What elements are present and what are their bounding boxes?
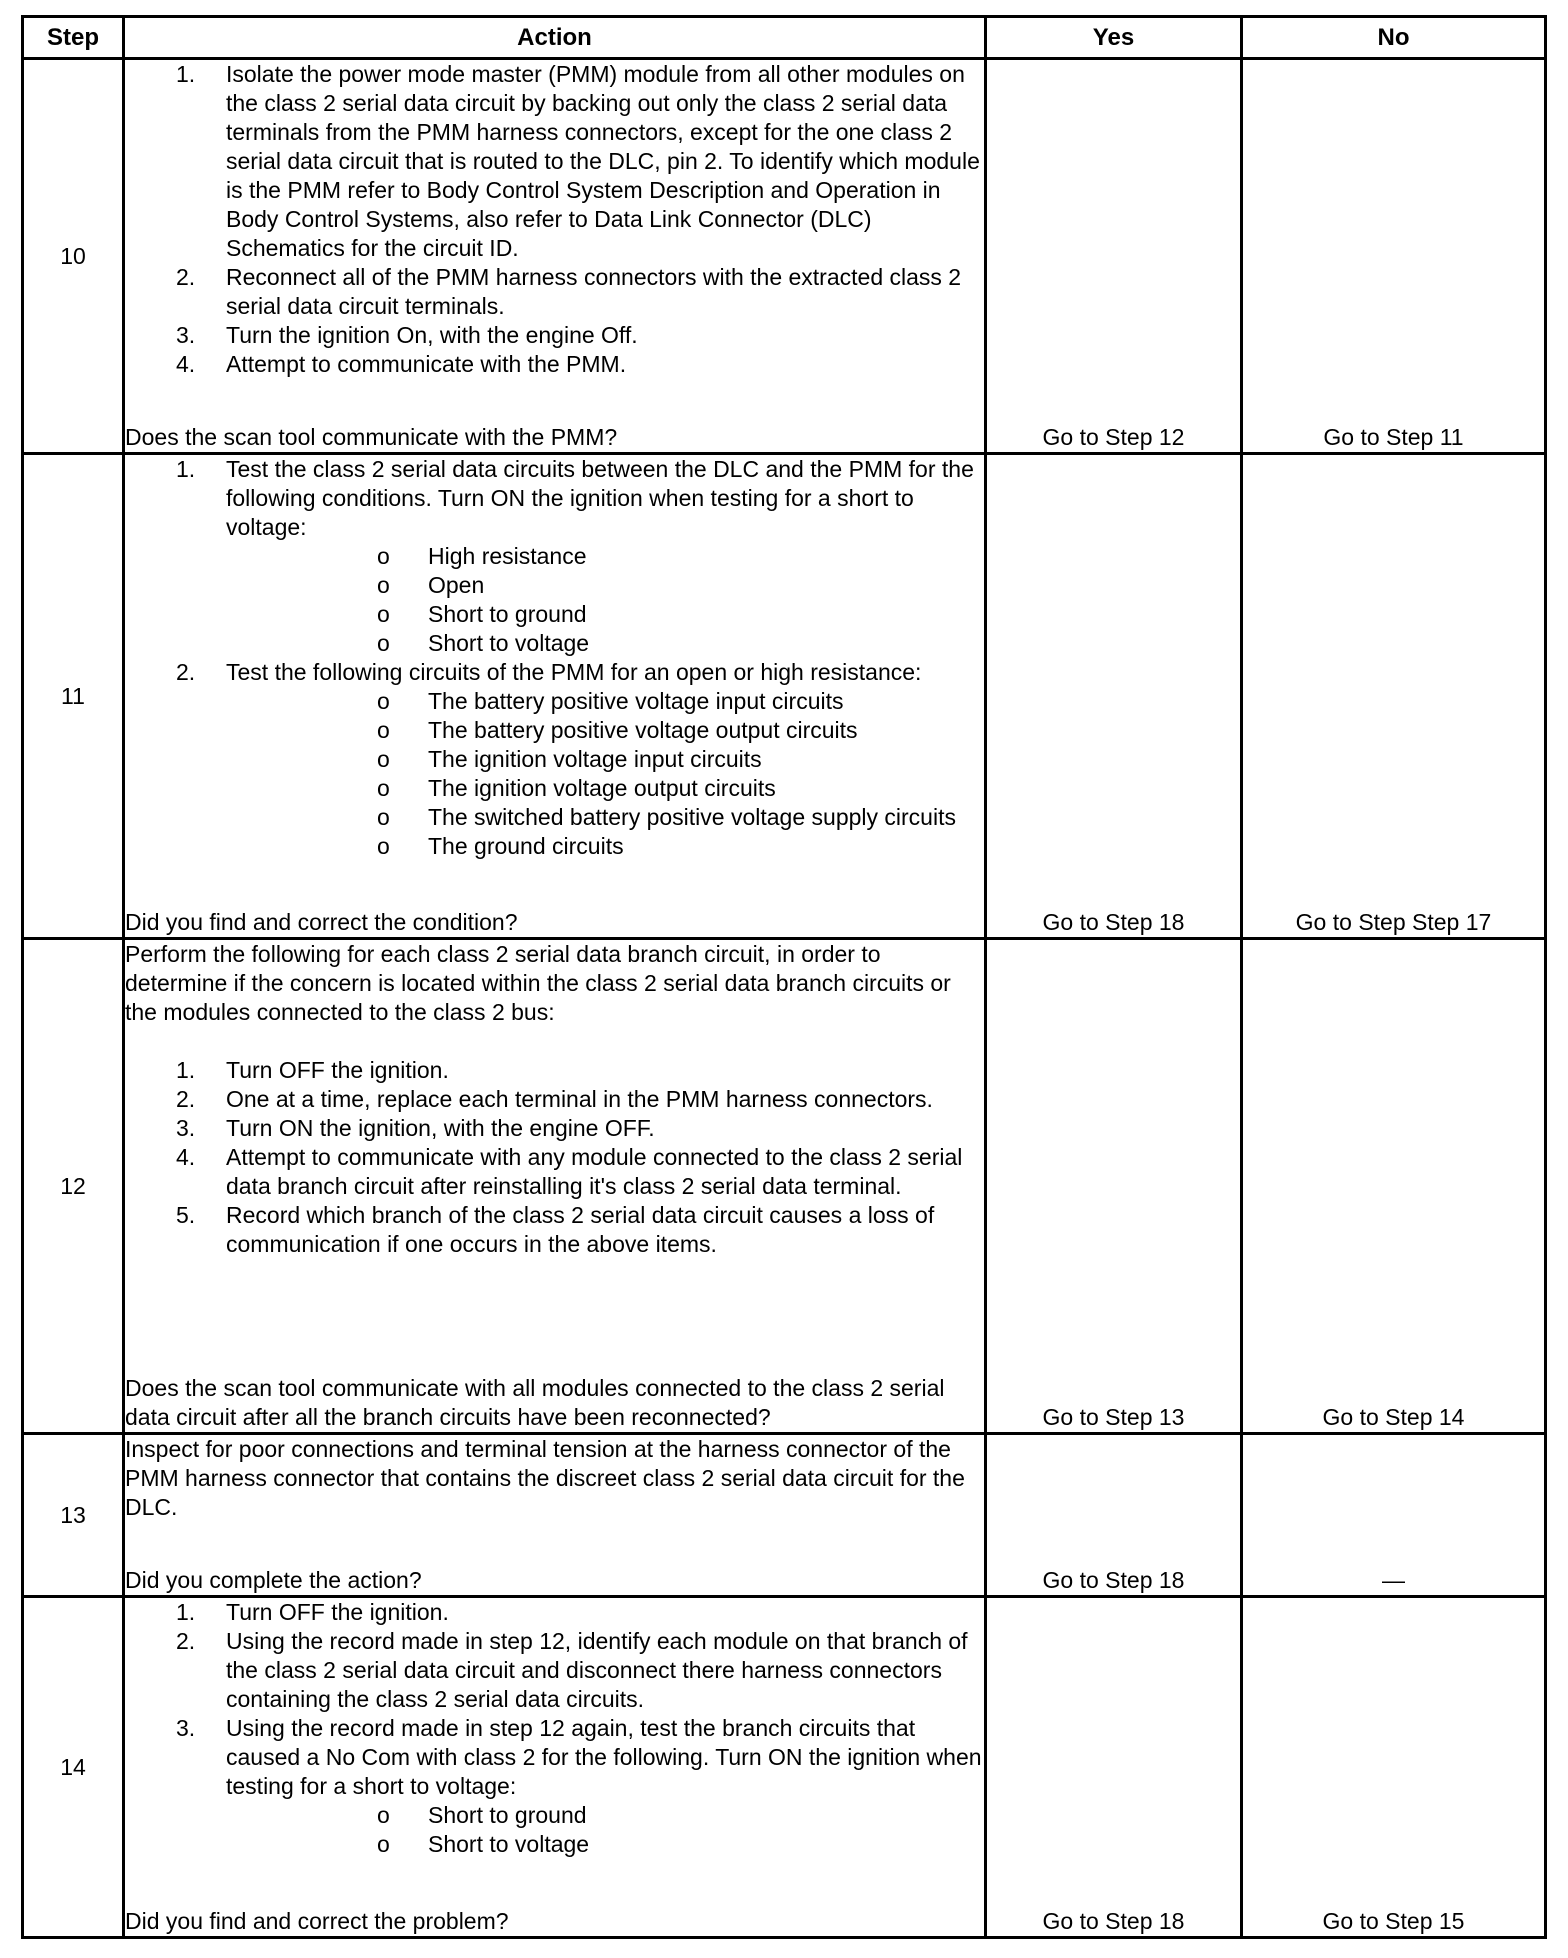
table-row	[23, 1434, 1546, 1597]
header-no: No	[1242, 17, 1546, 59]
bullet-icon: o	[377, 1831, 390, 1857]
header-action: Action	[124, 17, 986, 59]
sub-list	[226, 687, 984, 861]
item-text: Turn ON the ignition, with the engine OFF.	[226, 1115, 655, 1141]
header-row	[23, 17, 1546, 59]
question-text: Did you complete the action?	[125, 1567, 422, 1593]
bullet-icon: o	[377, 688, 390, 714]
list-item	[125, 658, 984, 861]
item-number: 2.	[176, 659, 196, 685]
item-text: Turn OFF the ignition.	[226, 1057, 449, 1083]
yes-result: Go to Step 12	[986, 59, 1242, 454]
sub-item	[226, 716, 984, 745]
intro-text: Inspect for poor connections and terminal tension at the harness connector of the PMM harness connector that contains the discreet class 2 serial data circuit for the DLC.	[125, 1436, 965, 1520]
item-number: 1.	[176, 61, 196, 87]
item-number: 3.	[176, 1115, 196, 1141]
table-row	[23, 59, 1546, 454]
step-number: 11	[23, 454, 124, 939]
bullet-icon: o	[377, 1802, 390, 1828]
sub-item-text: The ground circuits	[428, 833, 624, 859]
sub-item-text: Short to voltage	[428, 630, 590, 656]
action-cell	[124, 939, 986, 1434]
list-item	[125, 60, 984, 263]
bullet-icon: o	[377, 601, 390, 627]
sub-item	[226, 687, 984, 716]
item-number: 1.	[176, 1599, 196, 1625]
item-text: Attempt to communicate with the PMM.	[226, 351, 627, 377]
item-text: Turn the ignition On, with the engine Off.	[226, 322, 638, 348]
item-number: 2.	[176, 1086, 196, 1112]
list-item	[125, 1114, 984, 1143]
step-number: 12	[23, 939, 124, 1434]
sub-item	[226, 1801, 984, 1830]
sub-item	[226, 832, 984, 861]
sub-item	[226, 745, 984, 774]
item-text: Reconnect all of the PMM harness connectors with the extracted class 2 serial data circuit terminals.	[226, 264, 962, 319]
sub-item-text: The switched battery positive voltage supply circuits	[428, 804, 956, 830]
bullet-icon: o	[377, 804, 390, 830]
step-number: 10	[23, 59, 124, 454]
header-yes: Yes	[986, 17, 1242, 59]
table-row	[23, 1597, 1546, 1938]
sub-list	[226, 1801, 984, 1859]
sub-item-text: High resistance	[428, 543, 587, 569]
sub-item-text: The ignition voltage output circuits	[428, 775, 776, 801]
sub-item-text: Short to ground	[428, 1802, 587, 1828]
list-item	[125, 1598, 984, 1627]
item-number: 4.	[176, 1144, 196, 1170]
no-result: —	[1242, 1434, 1546, 1597]
step-number: 13	[23, 1434, 124, 1597]
yes-result: Go to Step 13	[986, 939, 1242, 1434]
table-row	[23, 454, 1546, 939]
sub-item	[226, 1830, 984, 1859]
no-result: Go to Step 15	[1242, 1597, 1546, 1938]
bullet-icon: o	[377, 833, 390, 859]
yes-result: Go to Step 18	[986, 1597, 1242, 1938]
item-text: Record which branch of the class 2 serial data circuit causes a loss of communication if one occurs in the above items.	[226, 1202, 935, 1257]
list-item	[125, 321, 984, 350]
item-text: Turn OFF the ignition.	[226, 1599, 449, 1625]
sub-item	[226, 571, 984, 600]
sub-item-text: The battery positive voltage input circuits	[428, 688, 844, 714]
table-row	[23, 939, 1546, 1434]
item-number: 5.	[176, 1202, 196, 1228]
item-number: 1.	[176, 1057, 196, 1083]
item-number: 2.	[176, 1628, 196, 1654]
diagnostic-table	[21, 15, 1547, 1939]
item-text: Isolate the power mode master (PMM) module from all other modules on the class 2 serial data circuit by backing out only the class 2 serial data terminals from the PMM harness connectors, except for the one class 2 serial data circuit that is routed to the DLC, pin 2. To identify which module is the PMM refer to Body Control System Description and Operation in Body Control Systems, also refer to Data Link Connector (DLC) Schematics for the circuit ID.	[226, 61, 980, 261]
sub-item	[226, 803, 984, 832]
item-text: Using the record made in step 12, identify each module on that branch of the class 2 serial data circuit and disconnect there harness connectors containing the class 2 serial data circuits.	[226, 1628, 968, 1712]
diagnostic-page	[21, 15, 1544, 1939]
item-text: Test the following circuits of the PMM for an open or high resistance:	[226, 659, 922, 685]
list-item	[125, 455, 984, 658]
sub-item-text: Short to voltage	[428, 1831, 590, 1857]
no-result: Go to Step Step 17	[1242, 454, 1546, 939]
list-item	[125, 1714, 984, 1859]
question-text: Did you find and correct the condition?	[125, 909, 518, 935]
numbered-list	[125, 1598, 984, 1859]
sub-item-text: Short to ground	[428, 601, 587, 627]
bullet-icon: o	[377, 775, 390, 801]
header-step: Step	[23, 17, 124, 59]
yes-result: Go to Step 18	[986, 454, 1242, 939]
no-result: Go to Step 11	[1242, 59, 1546, 454]
bullet-icon: o	[377, 717, 390, 743]
list-item	[125, 1143, 984, 1201]
numbered-list	[125, 1056, 984, 1259]
question-text: Does the scan tool communicate with the PMM?	[125, 424, 618, 450]
item-number: 1.	[176, 456, 196, 482]
action-cell	[124, 1434, 986, 1597]
item-text: Test the class 2 serial data circuits between the DLC and the PMM for the following conditions. Turn ON the ignition when testing for a short to voltage:	[226, 456, 974, 540]
sub-item	[226, 629, 984, 658]
item-text: Attempt to communicate with any module connected to the class 2 serial data branch circuit after reinstalling it's class 2 serial data terminal.	[226, 1144, 963, 1199]
list-item	[125, 1085, 984, 1114]
bullet-icon: o	[377, 746, 390, 772]
item-number: 3.	[176, 1715, 196, 1741]
list-item	[125, 1201, 984, 1259]
bullet-icon: o	[377, 572, 390, 598]
bullet-icon: o	[377, 630, 390, 656]
action-cell	[124, 59, 986, 454]
item-number: 4.	[176, 351, 196, 377]
action-cell	[124, 454, 986, 939]
numbered-list	[125, 60, 984, 379]
item-number: 2.	[176, 264, 196, 290]
list-item	[125, 350, 984, 379]
yes-result: Go to Step 18	[986, 1434, 1242, 1597]
action-cell	[124, 1597, 986, 1938]
numbered-list	[125, 455, 984, 861]
no-result: Go to Step 14	[1242, 939, 1546, 1434]
question-text: Does the scan tool communicate with all modules connected to the class 2 serial data circuit after all the branch circuits have been reconnected?	[125, 1375, 945, 1430]
item-number: 3.	[176, 322, 196, 348]
step-number: 14	[23, 1597, 124, 1938]
sub-item-text: Open	[428, 572, 485, 598]
item-text: One at a time, replace each terminal in the PMM harness connectors.	[226, 1086, 933, 1112]
sub-item	[226, 600, 984, 629]
bullet-icon: o	[377, 543, 390, 569]
sub-item	[226, 542, 984, 571]
item-text: Using the record made in step 12 again, test the branch circuits that caused a No Com with class 2 for the following. Turn ON the ignition when testing for a short to voltage:	[226, 1715, 982, 1799]
sub-item-text: The battery positive voltage output circuits	[428, 717, 858, 743]
sub-item	[226, 774, 984, 803]
list-item	[125, 1627, 984, 1714]
question-text: Did you find and correct the problem?	[125, 1908, 509, 1934]
list-item	[125, 263, 984, 321]
intro-text: Perform the following for each class 2 serial data branch circuit, in order to determine if the concern is located within the class 2 serial data branch circuits or the modules connected to the class 2 bus:	[125, 941, 951, 1025]
list-item	[125, 1056, 984, 1085]
sub-list	[226, 542, 984, 658]
sub-item-text: The ignition voltage input circuits	[428, 746, 762, 772]
